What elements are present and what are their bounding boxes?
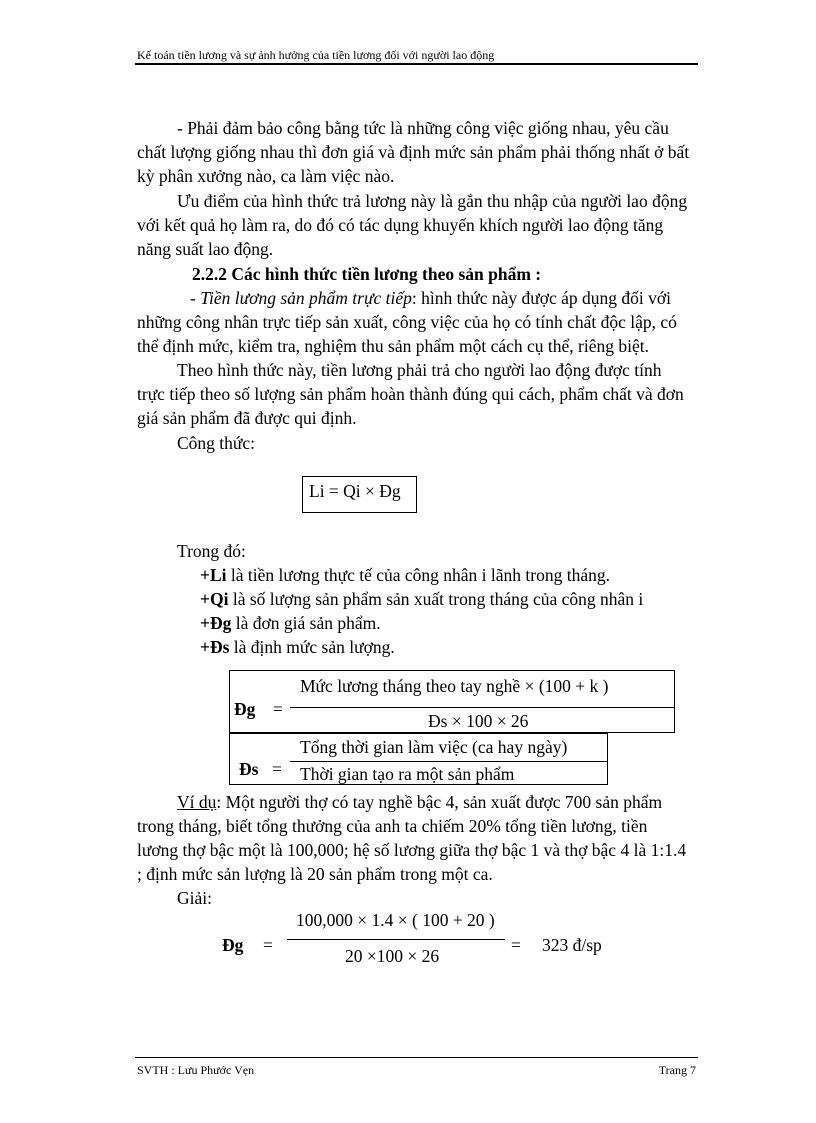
def-li: +Li là tiền lương thực tế của công nhân i lãnh trong tháng.: [200, 565, 610, 585]
para4-line1: Theo hình thức này, tiền lương phải trả cho người lao động được tính: [177, 360, 662, 380]
dg-symbol: Đg: [234, 699, 256, 719]
formula-text: Li = Qi × Đg: [309, 481, 401, 501]
para1-line2: chất lượng giống nhau thì đơn giá và định mức sản phẩm phải thống nhất ở bất: [137, 142, 690, 162]
para1-line3: kỳ phân xưởng nào, ca làm việc nào.: [137, 166, 395, 186]
para2-line1: Ưu điểm của hình thức trả lương này là gắn thu nhập của người lao động: [177, 191, 688, 211]
solution-result: 323 đ/sp: [542, 935, 602, 955]
dg-numerator: Mức lương tháng theo tay nghề × (100 + k ): [300, 676, 609, 696]
ds-equals: =: [272, 759, 282, 779]
where-label: Trong đó:: [177, 541, 246, 561]
ds-numerator: Tổng thời gian làm việc (ca hay ngày): [300, 737, 568, 757]
page-number: Trang 7: [658, 1063, 696, 1077]
solution-label: Giải:: [177, 888, 212, 908]
ds-fraction-bar: [290, 761, 608, 762]
solution-equals-2: =: [511, 935, 521, 955]
para2-line3: năng suất lao động.: [137, 239, 274, 259]
ds-denominator: Thời gian tạo ra một sản phẩm: [300, 764, 515, 784]
para1-line1: - Phải đảm bảo công bằng tức là những công việc giống nhau, yêu cầu: [177, 118, 669, 138]
formula-label: Công thức:: [177, 433, 256, 453]
example-line1: Ví dụ: Một người thợ có tay nghề bậc 4, sản xuất được 700 sản phẩm: [177, 792, 663, 812]
def-ds: +Đs là định mức sản lượng.: [200, 637, 395, 657]
solution-numerator: 100,000 × 1.4 × ( 100 + 20 ): [296, 910, 495, 930]
direct-wage-term: Tiền lương sản phẩm trực tiếp: [200, 288, 412, 308]
para2-line2: với kết quả họ làm ra, do đó có tác dụng khuyến khích người lao động tăng: [137, 215, 664, 235]
para4-line2: trực tiếp theo số lượng sản phẩm hoàn thành đúng qui cách, phẩm chất và đơn: [137, 384, 684, 404]
para4-line3: giá sản phẩm đã được qui định.: [137, 408, 357, 428]
ds-symbol: Đs: [239, 759, 259, 779]
dg-denominator: Đs × 100 × 26: [428, 711, 529, 731]
solution-lhs: Đg: [222, 935, 244, 955]
def-dg: +Đg là đơn giá sản phẩm.: [200, 613, 381, 633]
example-label: Ví dụ: [177, 792, 217, 812]
solution-fraction-bar: [287, 939, 505, 940]
dg-fraction-bar: [290, 707, 675, 708]
solution-equals-1: =: [263, 935, 273, 955]
running-header: Kế toán tiền lương và sự ảnh hưởng của tiền lương đối với người lao động: [137, 48, 495, 62]
example-line2: trong tháng, biết tổng thưởng của anh ta chiếm 20% tổng tiền lương, tiền: [137, 816, 648, 836]
section-heading: 2.2.2 Các hình thức tiền lương theo sản phẩm :: [192, 264, 542, 284]
para3-line3: thể định mức, kiểm tra, nghiệm thu sản phẩm một cách cụ thể, riêng biệt.: [137, 336, 649, 356]
def-qi: +Qi là số lượng sản phẩm sản xuất trong tháng của công nhân i: [200, 589, 644, 609]
header-rule: [135, 63, 698, 65]
para3-line2: những công nhân trực tiếp sản xuất, công việc của họ có tính chất độc lập, có: [137, 312, 677, 332]
example-line3: lương thợ bậc một là 100,000; hệ số lương giữa thợ bậc 1 và thợ bậc 4 là 1:1.4: [137, 840, 687, 860]
footer-rule: [135, 1057, 698, 1058]
dg-equals: =: [273, 699, 283, 719]
para3-line1: - Tiền lương sản phẩm trực tiếp: hình thức này được áp dụng đối với: [190, 288, 672, 308]
footer-author: SVTH : Lưu Phước Vẹn: [137, 1063, 255, 1077]
solution-denominator: 20 ×100 × 26: [345, 946, 440, 966]
example-line4: ; định mức sản lượng là 20 sản phẩm trong một ca.: [137, 864, 493, 884]
